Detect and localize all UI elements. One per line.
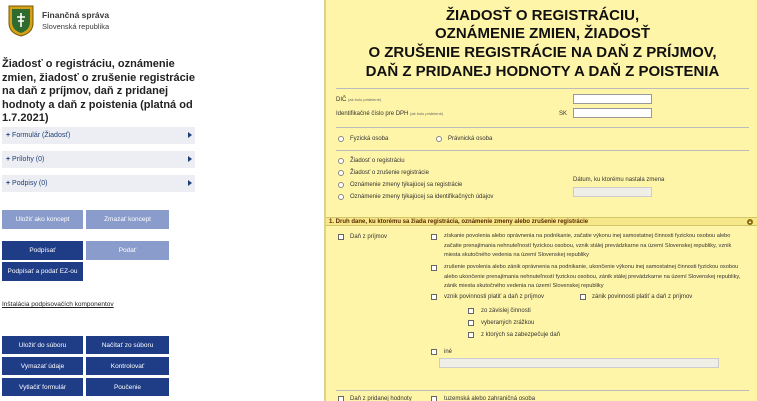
- print-form-button[interactable]: Vytlačiť formulár: [2, 378, 83, 396]
- change-date-label: Dátum, ku ktorému nastala zmena: [573, 177, 665, 183]
- sk-prefix: SK: [559, 111, 568, 117]
- checkbox-label: vyberaných zrážkou: [481, 320, 535, 326]
- radio-zmena-registracie[interactable]: [338, 182, 344, 188]
- checkbox-reason-end[interactable]: [431, 265, 437, 271]
- sign-button[interactable]: Podpísať: [2, 241, 83, 260]
- divider: [336, 390, 749, 391]
- checkbox-payer-start[interactable]: [431, 294, 437, 300]
- load-from-file-button[interactable]: Načítať zo súboru: [86, 336, 169, 354]
- form-panel: [324, 0, 757, 401]
- radio-label: Oznámenie zmeny týkajúcej sa identifikačných údajov: [350, 194, 494, 200]
- checkbox-zabezpecenie[interactable]: [468, 332, 474, 338]
- accordion-label: Formulár (Žiadosť): [12, 132, 71, 139]
- section-1-header[interactable]: [326, 217, 757, 226]
- accordion-formular[interactable]: + Formulár (Žiadosť): [2, 127, 195, 144]
- collapse-icon[interactable]: ▲: [748, 219, 752, 224]
- radio-label: Fyzická osoba: [350, 136, 389, 142]
- reason-end-text: zrušenie povolenia alebo zánik oprávnenia na podnikanie, ukončenie výkonu inej samostatnej činnosti fyzickou osobou alebo ukončenie prenajímania nehnuteľností fyzickou osobou, zánik stálej prevádzkarne na území Slovenskej republiky, zánik miesta skutočného vedenia na území Slovenskej republiky: [444, 264, 741, 290]
- sign-and-submit-button[interactable]: Podpísať a podať EZ-ou: [2, 262, 83, 281]
- dic-label: DIČ (ak bolo pridelené): [336, 97, 382, 103]
- checkbox-payer-end[interactable]: [580, 294, 586, 300]
- checkbox-label: zánik povinnosti platiť a daň z príjmov: [592, 294, 693, 300]
- ic-dph-input[interactable]: [573, 108, 652, 118]
- checkbox-label: Daň z pridanej hodnoty: [350, 396, 412, 401]
- checkbox-dan-z-prijmov[interactable]: [338, 234, 344, 240]
- radio-zrusenie[interactable]: [338, 170, 344, 176]
- radio-label: Žiadosť o registráciu: [350, 158, 405, 164]
- dic-input[interactable]: [573, 94, 652, 104]
- accordion-label: Prílohy (0): [12, 156, 45, 163]
- save-concept-button[interactable]: Uložiť ako koncept: [2, 210, 83, 229]
- checkbox-label: vznik povinnosti platiť a daň z príjmov: [444, 294, 544, 300]
- chevron-right-icon: [188, 180, 192, 186]
- radio-registracia[interactable]: [338, 158, 344, 164]
- help-button[interactable]: Poučenie: [86, 378, 169, 396]
- brand-country: Slovenská republika: [42, 22, 110, 31]
- reason-start-text: získanie povolenia alebo oprávnenia na podnikanie, začatie výkonu inej samostatnej činnosti fyzickou osobou alebo začatie prenajímania nehnuteľností fyzickou osobou, vznik stálej prevádzkarne na území Slovenskej republiky, vznik miesta skutočného vedenia na území Slovenskej republiky: [444, 233, 732, 259]
- other-input[interactable]: [439, 358, 719, 368]
- form-heading-line: OZNÁMENIE ZMIEN, ŽIADOSŤ: [435, 25, 650, 42]
- save-to-file-button[interactable]: Uložiť do súboru: [2, 336, 83, 354]
- radio-label: Žiadosť o zrušenie registrácie: [350, 170, 429, 176]
- form-heading-line: O ZRUŠENIE REGISTRÁCIE NA DAŇ Z PRÍJMOV,: [368, 44, 717, 61]
- accordion-label: Podpisy (0): [12, 180, 48, 187]
- section-1-title: 1. Druh dane, ku ktorému sa žiada registrácia, oznámenie zmeny alebo zrušenie registrácie: [329, 219, 589, 225]
- checkbox-dph[interactable]: [338, 396, 344, 401]
- checkbox-label: tuzemská alebo zahraničná osoba: [444, 396, 536, 401]
- radio-pravnicka-osoba[interactable]: [436, 136, 442, 142]
- chevron-right-icon: [188, 132, 192, 138]
- checkbox-zrazkou[interactable]: [468, 320, 474, 326]
- checkbox-label: zo závislej činnosti: [481, 308, 531, 314]
- radio-fyzicka-osoba[interactable]: [338, 136, 344, 142]
- divider: [336, 150, 749, 151]
- divider: [336, 127, 749, 128]
- divider: [336, 88, 749, 89]
- check-button[interactable]: Kontrolovať: [86, 357, 169, 375]
- form-heading-line: ŽIADOSŤ O REGISTRÁCIU,: [445, 7, 640, 24]
- checkbox-zavisla-cinnost[interactable]: [468, 308, 474, 314]
- accordion-podpisy[interactable]: + Podpisy (0): [2, 175, 195, 192]
- left-panel: [0, 0, 200, 401]
- checkbox-reason-start[interactable]: [431, 234, 437, 240]
- form-title: Žiadosť o registráciu, oznámenie zmien, žiadosť o zrušenie registrácie na daň z príjmov, daň z pridanej hodnoty a daň z poistenia (platná od 1.7.2021): [2, 58, 195, 124]
- checkbox-ine[interactable]: [431, 349, 437, 355]
- brand-name: Finančná správa: [42, 10, 110, 20]
- accordion-prilohy[interactable]: + Prílohy (0): [2, 151, 195, 168]
- checkbox-vat-reason[interactable]: [431, 396, 437, 401]
- change-date-input[interactable]: [573, 187, 652, 197]
- radio-zmena-udajov[interactable]: [338, 194, 344, 200]
- ic-dph-label: Identifikačné číslo pre DPH (ak bolo pridelené): [336, 111, 444, 117]
- install-components-link[interactable]: Inštalácia podpisovačích komponentov: [2, 301, 114, 308]
- clear-data-button[interactable]: Vymazať údaje: [2, 357, 83, 375]
- checkbox-label: iné: [444, 349, 453, 355]
- radio-label: Oznámenie zmeny týkajúcej sa registrácie: [350, 182, 463, 188]
- chevron-right-icon: [188, 156, 192, 162]
- form-heading-line: DAŇ Z PRIDANEJ HODNOTY A DAŇ Z POISTENIA: [365, 63, 720, 80]
- radio-label: Právnická osoba: [448, 136, 493, 142]
- submit-button[interactable]: Podať: [86, 241, 169, 260]
- delete-concept-button[interactable]: Zmazať koncept: [86, 210, 169, 229]
- coat-of-arms-icon: [8, 5, 34, 37]
- checkbox-label: Daň z príjmov: [350, 234, 388, 240]
- checkbox-label: z ktorých sa zabezpečuje daň: [481, 332, 561, 338]
